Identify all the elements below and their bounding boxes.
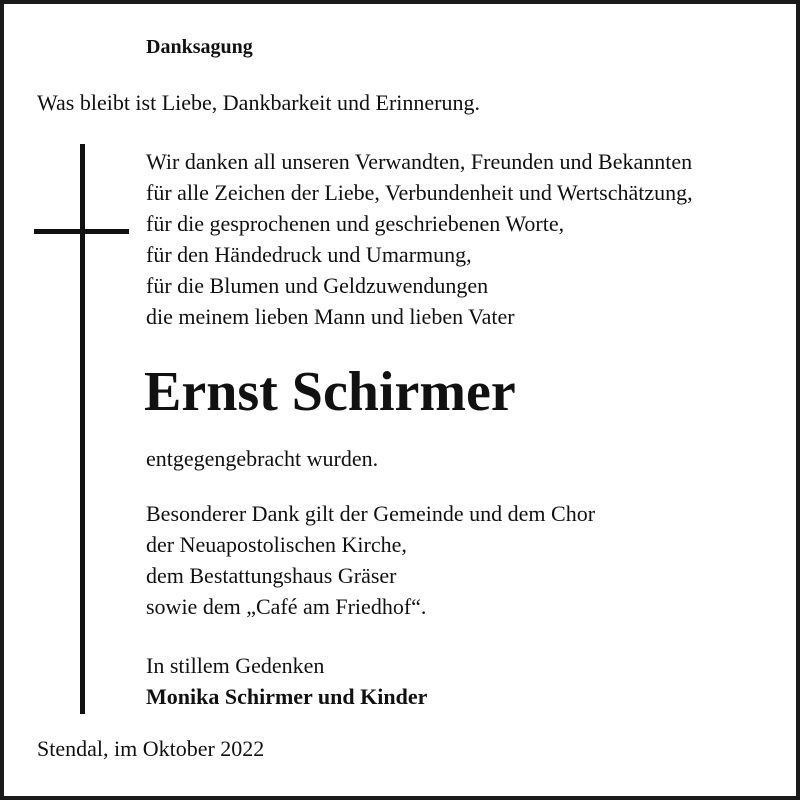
thanks-line: für den Händedruck und Umarmung,: [146, 242, 472, 267]
thanks-line: die meinem lieben Mann und lieben Vater: [146, 304, 515, 329]
special-thanks-paragraph: [146, 498, 595, 622]
cross-horizontal-bar: [34, 229, 129, 234]
special-thanks-line: Besonderer Dank gilt der Gemeinde und dem Chor: [146, 501, 596, 526]
thanks-paragraph: [146, 146, 693, 332]
deceased-name: Ernst Schirmer: [144, 361, 516, 423]
given-line: entgegengebracht wurden.: [146, 446, 379, 471]
thanks-line: Wir danken all unseren Verwandten, Freunden und Bekannten: [146, 149, 693, 174]
notice-heading: Danksagung: [146, 36, 253, 58]
special-thanks-line: der Neuapostolischen Kirche,: [146, 532, 407, 557]
thanks-line: für alle Zeichen der Liebe, Verbundenheit und Wertschätzung,: [146, 180, 693, 205]
memory-line: In stillem Gedenken: [146, 653, 325, 678]
signers-line: Monika Schirmer und Kinder: [146, 684, 428, 709]
memory-block: [146, 650, 427, 712]
special-thanks-line: sowie dem „Café am Friedhof“.: [146, 594, 427, 619]
motto-line: Was bleibt ist Liebe, Dankbarkeit und Erinnerung.: [37, 90, 480, 115]
thanks-line: für die gesprochenen und geschriebenen Worte,: [146, 211, 565, 236]
thanks-line: für die Blumen und Geldzuwendungen: [146, 273, 489, 298]
special-thanks-line: dem Bestattungshaus Gräser: [146, 563, 397, 588]
place-date: Stendal, im Oktober 2022: [37, 736, 265, 761]
